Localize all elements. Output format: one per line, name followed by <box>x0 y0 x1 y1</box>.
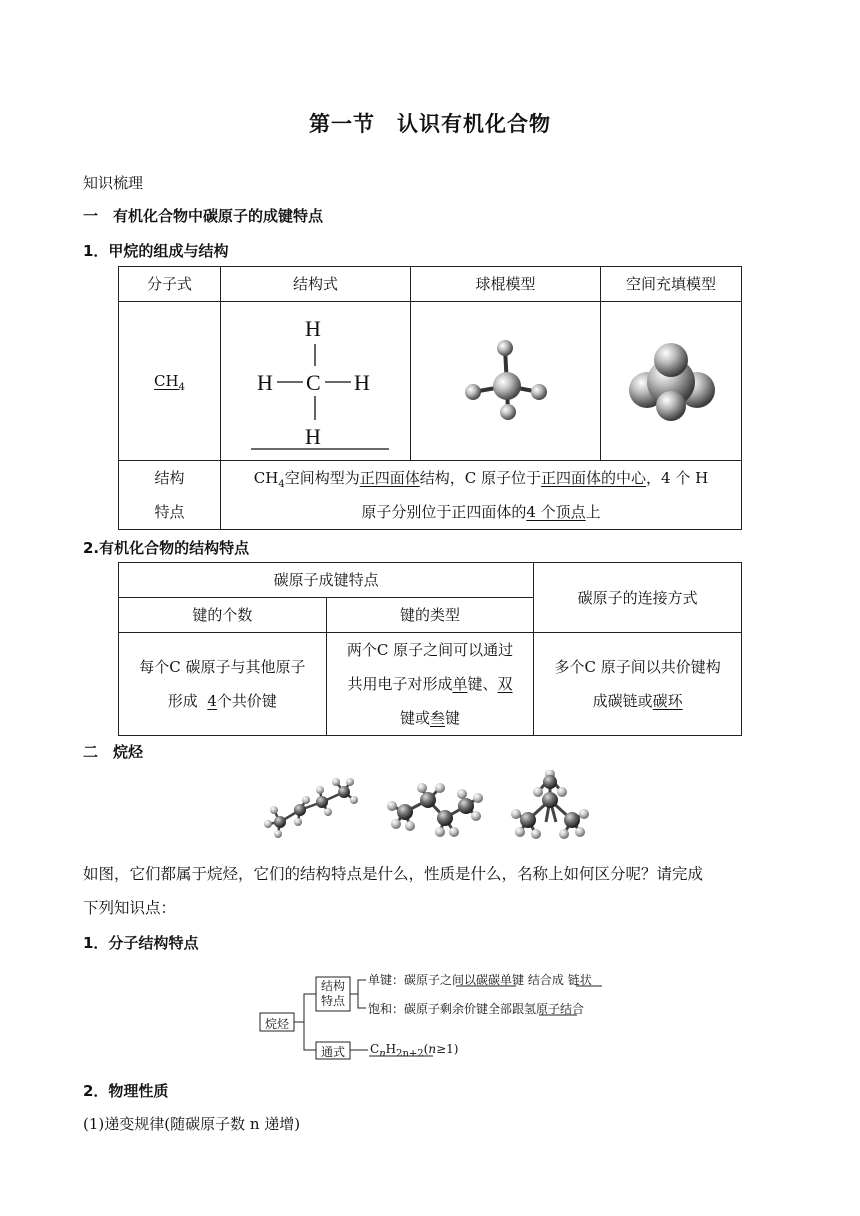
th-formula: 分子式 <box>119 267 221 302</box>
th-carbon-linkage: 碳原子的连接方式 <box>534 563 742 633</box>
branch-saturated: 饱和：碳原子剩余价键全部跟氢原子结合 <box>368 1002 585 1016</box>
space-filling-model <box>601 302 742 461</box>
th-space-filling: 空间充填模型 <box>601 267 742 302</box>
th-bond-count: 键的个数 <box>119 598 327 633</box>
atom-h-bottom: H <box>305 424 321 449</box>
atom-h-left: H <box>257 370 273 395</box>
node-general-formula: 通式 <box>320 1045 345 1059</box>
structural-formula <box>221 302 411 461</box>
heading-part2: 二 烷烃 <box>83 743 144 761</box>
space-filling-svg <box>601 302 741 460</box>
page-title: 第一节 认识有机化合物 <box>309 112 551 136</box>
atom-h-top: H <box>305 316 321 341</box>
structural-formula-svg <box>221 302 410 460</box>
alkane-molecules-image <box>250 770 620 860</box>
question-paragraph: 如图，它们都属于烷烃，它们的结构特点是什么，性质是什么，名称上如何区分呢？请完成 下列知识点： <box>83 865 704 917</box>
th-bond-type: 键的类型 <box>326 598 534 633</box>
feature-text: $CH_4$空间构型为正四面体结构，C 原子位于正四面体的中心，4 个 H 原子分别位于正四面体的4 个顶点上 <box>221 461 742 530</box>
atom-h-right: H <box>354 370 370 395</box>
general-formula-text: $C_nH_{2n+2}(n\ge 1)$ <box>370 1042 459 1060</box>
th-structure: 结构式 <box>221 267 411 302</box>
atom-c: C <box>306 370 321 395</box>
molecular-formula: $CH_4$ <box>119 302 221 461</box>
bond-count-cell: 每个C 碳原子与其他原子 形成 4个共价键 <box>119 633 327 736</box>
subheading-structure: 2.有机化合物的结构特点 <box>83 539 250 557</box>
bond-type-cell: 两个C 原子之间可以通过 共用电子对形成单键、双 键或叁键 <box>326 633 534 736</box>
subheading-methane: 1．甲烷的组成与结构 <box>83 242 229 260</box>
ball-stick-model <box>411 302 601 461</box>
linkage-cell: 多个C 原子间以共价键构 成碳链或碳环 <box>534 633 742 736</box>
gradation-rule: (1)递变规律(随碳原子数 n 递增) <box>83 1115 301 1133</box>
alkane-tree-diagram <box>258 968 638 1063</box>
node-structure-features: 结构 特点 <box>320 979 345 1008</box>
feature-label: 结构 特点 <box>119 461 221 530</box>
section-label: 知识梳理 <box>83 174 144 192</box>
subheading-molecular-structure: 1．分子结构特点 <box>83 934 199 952</box>
th-ball-stick: 球棍模型 <box>411 267 601 302</box>
branch-single-bond: 单键：碳原子之间以碳碳单键 结合成 链状 <box>368 973 592 987</box>
carbon-bond-table <box>118 562 742 736</box>
methane-table <box>118 266 742 530</box>
heading-part1: 一 有机化合物中碳原子的成键特点 <box>83 207 324 225</box>
ball-stick-svg <box>411 302 600 460</box>
subheading-physical-properties: 2．物理性质 <box>83 1082 169 1100</box>
node-alkane: 烷烃 <box>264 1017 289 1031</box>
th-carbon-bond-features: 碳原子成键特点 <box>119 563 534 598</box>
